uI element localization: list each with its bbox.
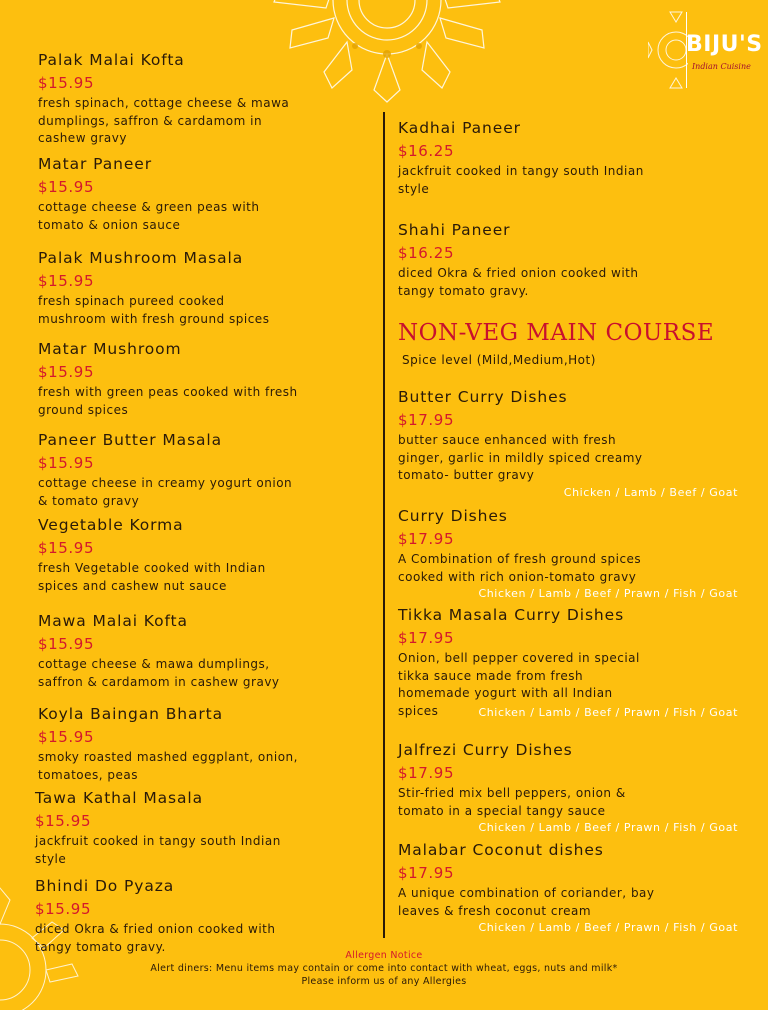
menu-item (35, 876, 275, 956)
allergen-note: Please inform us of any Allergies (301, 976, 467, 987)
column-divider (383, 112, 385, 938)
item-name: Koyla Baingan Bharta (38, 705, 224, 723)
item-price: $17.95 (398, 530, 455, 548)
brand-name: BIJU'S (686, 32, 763, 57)
item-name: Jalfrezi Curry Dishes (398, 741, 573, 759)
menu-item (398, 118, 644, 198)
menu-item (38, 515, 266, 595)
menu-item (38, 704, 298, 784)
logo-mandala-icon (648, 10, 688, 90)
item-description: cottage cheese & green peas with tomato & onion sauce (38, 200, 260, 232)
item-description: diced Okra & fried onion cooked with tangy tomato gravy. (35, 922, 276, 954)
item-name: Shahi Paneer (398, 221, 511, 239)
item-name: Matar Mushroom (38, 340, 182, 358)
item-description: fresh spinach pureed cooked mushroom with fresh ground spices (38, 294, 270, 326)
item-description: fresh Vegetable cooked with Indian spices and cashew nut sauce (38, 561, 266, 593)
item-price: $15.95 (38, 635, 95, 653)
item-price: $15.95 (38, 272, 95, 290)
item-description: A unique combination of coriander, bay leaves & fresh coconut cream (398, 886, 655, 918)
item-price: $15.95 (35, 900, 92, 918)
allergen-text: Alert diners: Menu items may contain or come into contact with wheat, eggs, nuts and milk* (150, 963, 618, 974)
item-description: cottage cheese in creamy yogurt onion & tomato gravy (38, 476, 293, 508)
item-name: Paneer Butter Masala (38, 431, 223, 449)
item-price: $16.25 (398, 142, 455, 160)
menu-item (398, 220, 638, 300)
item-description: Stir-fried mix bell peppers, onion & tomato in a special tangy sauce (398, 786, 626, 818)
item-name: Matar Paneer (38, 155, 152, 173)
menu-item (38, 248, 269, 328)
item-description: jackfruit cooked in tangy south Indian style (35, 834, 281, 866)
item-price: $15.95 (38, 74, 95, 92)
item-price: $15.95 (38, 363, 95, 381)
item-price: $16.25 (398, 244, 455, 262)
menu-item (38, 430, 292, 510)
menu-item (38, 50, 289, 148)
item-price: $17.95 (398, 411, 455, 429)
item-price: $17.95 (398, 864, 455, 882)
menu-item (398, 506, 738, 602)
section-title-nonveg: NON-VEG MAIN COURSE (398, 320, 715, 346)
item-name: Tawa Kathal Masala (35, 789, 203, 807)
menu-item (398, 840, 738, 936)
allergen-title: Allergen Notice (345, 950, 423, 961)
item-price: $17.95 (398, 764, 455, 782)
menu-item (38, 339, 298, 419)
brand-logo (652, 10, 762, 90)
item-name: Mawa Malai Kofta (38, 612, 188, 630)
item-price: $17.95 (398, 629, 455, 647)
item-name: Palak Malai Kofta (38, 51, 185, 69)
item-description: A Combination of fresh ground spices cooked with rich onion-tomato gravy (398, 552, 642, 584)
item-description: fresh spinach, cottage cheese & mawa dumplings, saffron & cardamom in cashew gravy (38, 96, 290, 145)
item-description: butter sauce enhanced with fresh ginger, garlic in mildly spiced creamy tomato- butter gravy (398, 433, 643, 482)
protein-options: Chicken / Lamb / Beef / Goat (563, 485, 738, 499)
menu-item (398, 387, 738, 501)
item-price: $15.95 (38, 728, 95, 746)
allergen-notice (0, 949, 768, 988)
item-price: $15.95 (38, 178, 95, 196)
menu-item (398, 605, 738, 720)
item-price: $15.95 (38, 454, 95, 472)
spice-level-note: Spice level (Mild,Medium,Hot) (402, 353, 596, 367)
protein-options: Chicken / Lamb / Beef / Prawn / Fish / Goat (478, 706, 738, 719)
item-description: Onion, bell pepper covered in special tikka sauce made from fresh homemade yogurt with all Indian spices Chicken / Lamb / Beef / Prawn / Fish / Goat (398, 651, 738, 719)
item-name: Tikka Masala Curry Dishes (398, 606, 625, 624)
protein-options: Chicken / Lamb / Beef / Prawn / Fish / Goat (478, 587, 738, 600)
menu-item (35, 788, 281, 868)
item-name: Vegetable Korma (38, 516, 184, 534)
item-name: Palak Mushroom Masala (38, 249, 244, 267)
item-price: $15.95 (38, 539, 95, 557)
item-description: cottage cheese & mawa dumplings, saffron & cardamom in cashew gravy (38, 657, 280, 689)
item-description: fresh with green peas cooked with fresh ground spices (38, 385, 298, 417)
item-name: Butter Curry Dishes (398, 388, 568, 406)
item-name: Bhindi Do Pyaza (35, 877, 175, 895)
item-name: Curry Dishes (398, 507, 508, 525)
brand-tagline: Indian Cuisine (692, 62, 751, 71)
item-description: smoky roasted mashed eggplant, onion, tomatoes, peas (38, 750, 298, 782)
menu-item (38, 611, 280, 691)
mandala-decoration-top (262, 0, 512, 110)
item-description: diced Okra & fried onion cooked with tangy tomato gravy. (398, 266, 639, 298)
protein-options: Chicken / Lamb / Beef / Prawn / Fish / Goat (478, 821, 738, 834)
menu-item (398, 740, 738, 836)
menu-item (38, 154, 259, 234)
protein-options: Chicken / Lamb / Beef / Prawn / Fish / Goat (478, 921, 738, 934)
item-name: Kadhai Paneer (398, 119, 521, 137)
item-description: jackfruit cooked in tangy south Indian style (398, 164, 644, 196)
item-price: $15.95 (35, 812, 92, 830)
item-name: Malabar Coconut dishes (398, 841, 604, 859)
